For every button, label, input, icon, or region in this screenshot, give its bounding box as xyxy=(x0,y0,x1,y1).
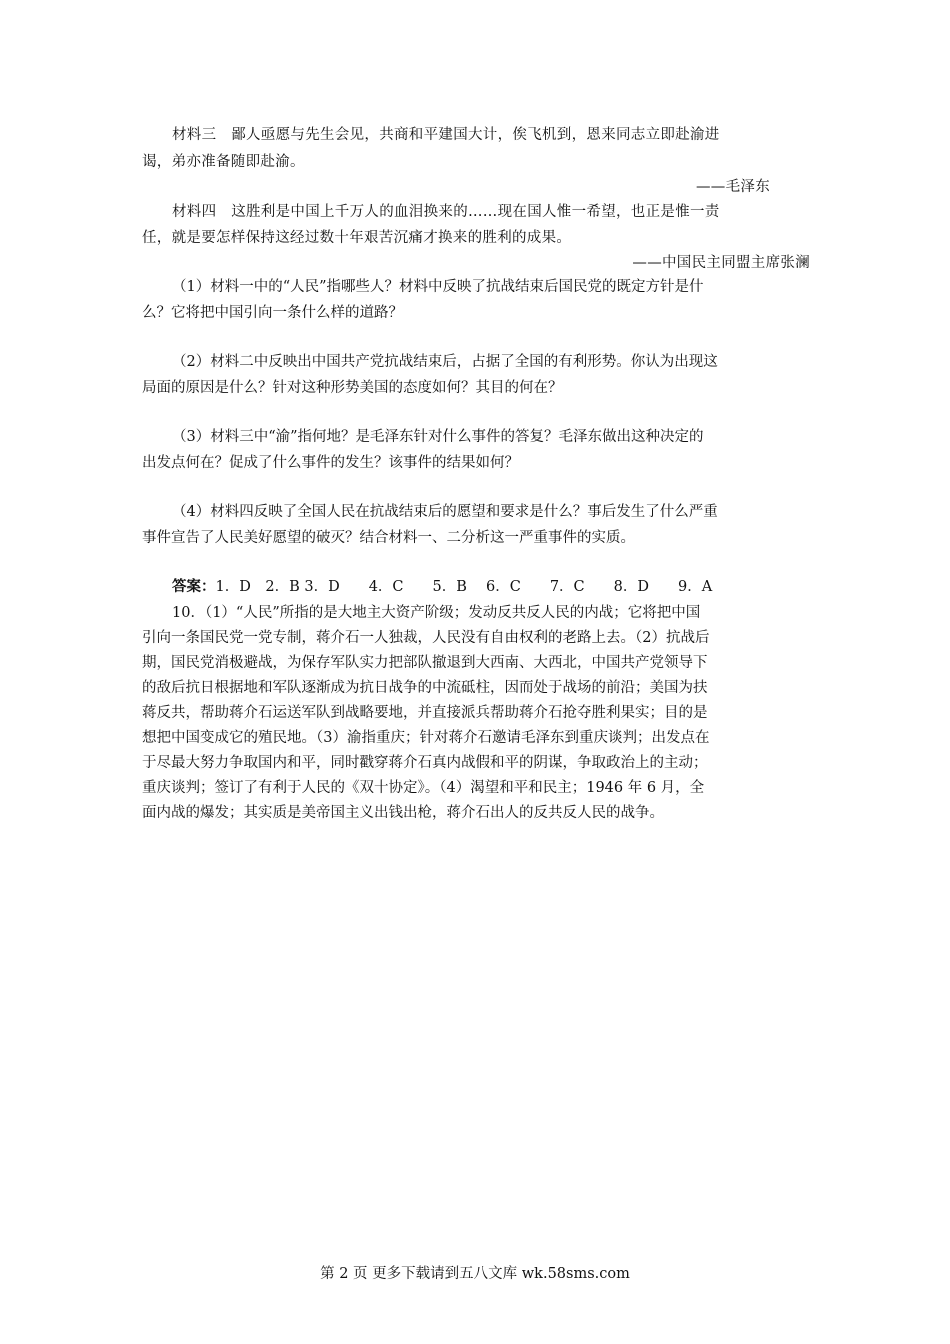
answer-10-line: 10．（1）“人民”所指的是大地主大资产阶级；发动反共反人民的内战；它将把中国 xyxy=(172,605,701,621)
answers-list: 1．D 2．B 3．D 4．C 5．B 6．C 7．C 8．D 9．A xyxy=(215,579,713,595)
answer-10-line: 面内战的爆发；其实质是美帝国主义出钱出枪，蒋介石出人的反共反人民的战争。 xyxy=(142,805,664,821)
question-2-line1: （2）材料二中反映出中国共产党抗战结束后，占据了全国的有利形势。你认为出现这 xyxy=(172,354,718,370)
answer-10-line: 的敌后抗日根据地和军队逐渐成为抗日战争的中流砥柱，因而处于战场的前沿；美国为扶 xyxy=(142,680,708,696)
material4-source: ——中国民主同盟主席张澜 xyxy=(632,255,810,271)
answer-10-line: 蒋反共，帮助蒋介石运送军队到战略要地，并直接派兵帮助蒋介石抢夺胜利果实；目的是 xyxy=(142,705,708,721)
answer-10-line: 想把中国变成它的殖民地。（3）渝指重庆；针对蒋介石邀请毛泽东到重庆谈判；出发点在 xyxy=(142,730,710,746)
question-3-line1: （3）材料三中“渝”指何地？是毛泽东针对什么事件的答复？毛泽东做出这种决定的 xyxy=(172,429,704,445)
material3-line2: 谒，弟亦准备随即赴渝。 xyxy=(142,154,305,170)
answers-row xyxy=(172,574,812,600)
question-3-line2: 出发点何在？促成了什么事件的发生？该事件的结果如何？ xyxy=(142,455,519,471)
material4-line2: 任，就是要怎样保持这经过数十年艰苦沉痛才换来的胜利的成果。 xyxy=(142,230,572,246)
question-2-line2: 局面的原因是什么？针对这种形势美国的态度如何？其目的何在？ xyxy=(142,380,563,396)
material3-source: ——毛泽东 xyxy=(696,179,770,195)
page-footer: 第 2 页 更多下载请到五八文库 wk.58sms.com xyxy=(320,1266,630,1282)
answer-10-line: 重庆谈判；签订了有利于人民的《双十协定》。（4）渴望和平和民主；1946 年 6 月，全 xyxy=(142,780,705,796)
answer-10-line: 引向一条国民党一党专制，蒋介石一人独裁，人民没有自由权利的老路上去。（2）抗战后 xyxy=(142,630,710,646)
question-4-line1: （4）材料四反映了全国人民在抗战结束后的愿望和要求是什么？事后发生了什么严重 xyxy=(172,504,718,520)
question-1-line2: 么？它将把中国引向一条什么样的道路？ xyxy=(142,305,403,321)
question-4-line2: 事件宣告了人民美好愿望的破灭？结合材料一、二分析这一严重事件的实质。 xyxy=(142,530,635,546)
answers-label: 答案： xyxy=(172,578,216,595)
material4-line1: 材料四 这胜利是中国上千万人的血泪换来的……现在国人惟一希望，也正是惟一责 xyxy=(172,204,720,220)
question-1-line1: （1）材料一中的“人民”指哪些人？材料中反映了抗战结束后国民党的既定方针是什 xyxy=(172,279,704,295)
answer-10-line: 期，国民党消极避战，为保存军队实力把部队撤退到大西南、大西北，中国共产党领导下 xyxy=(142,655,708,671)
material3-line1: 材料三 鄙人亟愿与先生会见，共商和平建国大计，俟飞机到，恩来同志立即赴渝进 xyxy=(172,127,720,143)
answer-10-line: 于尽最大努力争取国内和平，同时戳穿蒋介石真内战假和平的阴谋，争取政治上的主动； xyxy=(142,755,708,771)
